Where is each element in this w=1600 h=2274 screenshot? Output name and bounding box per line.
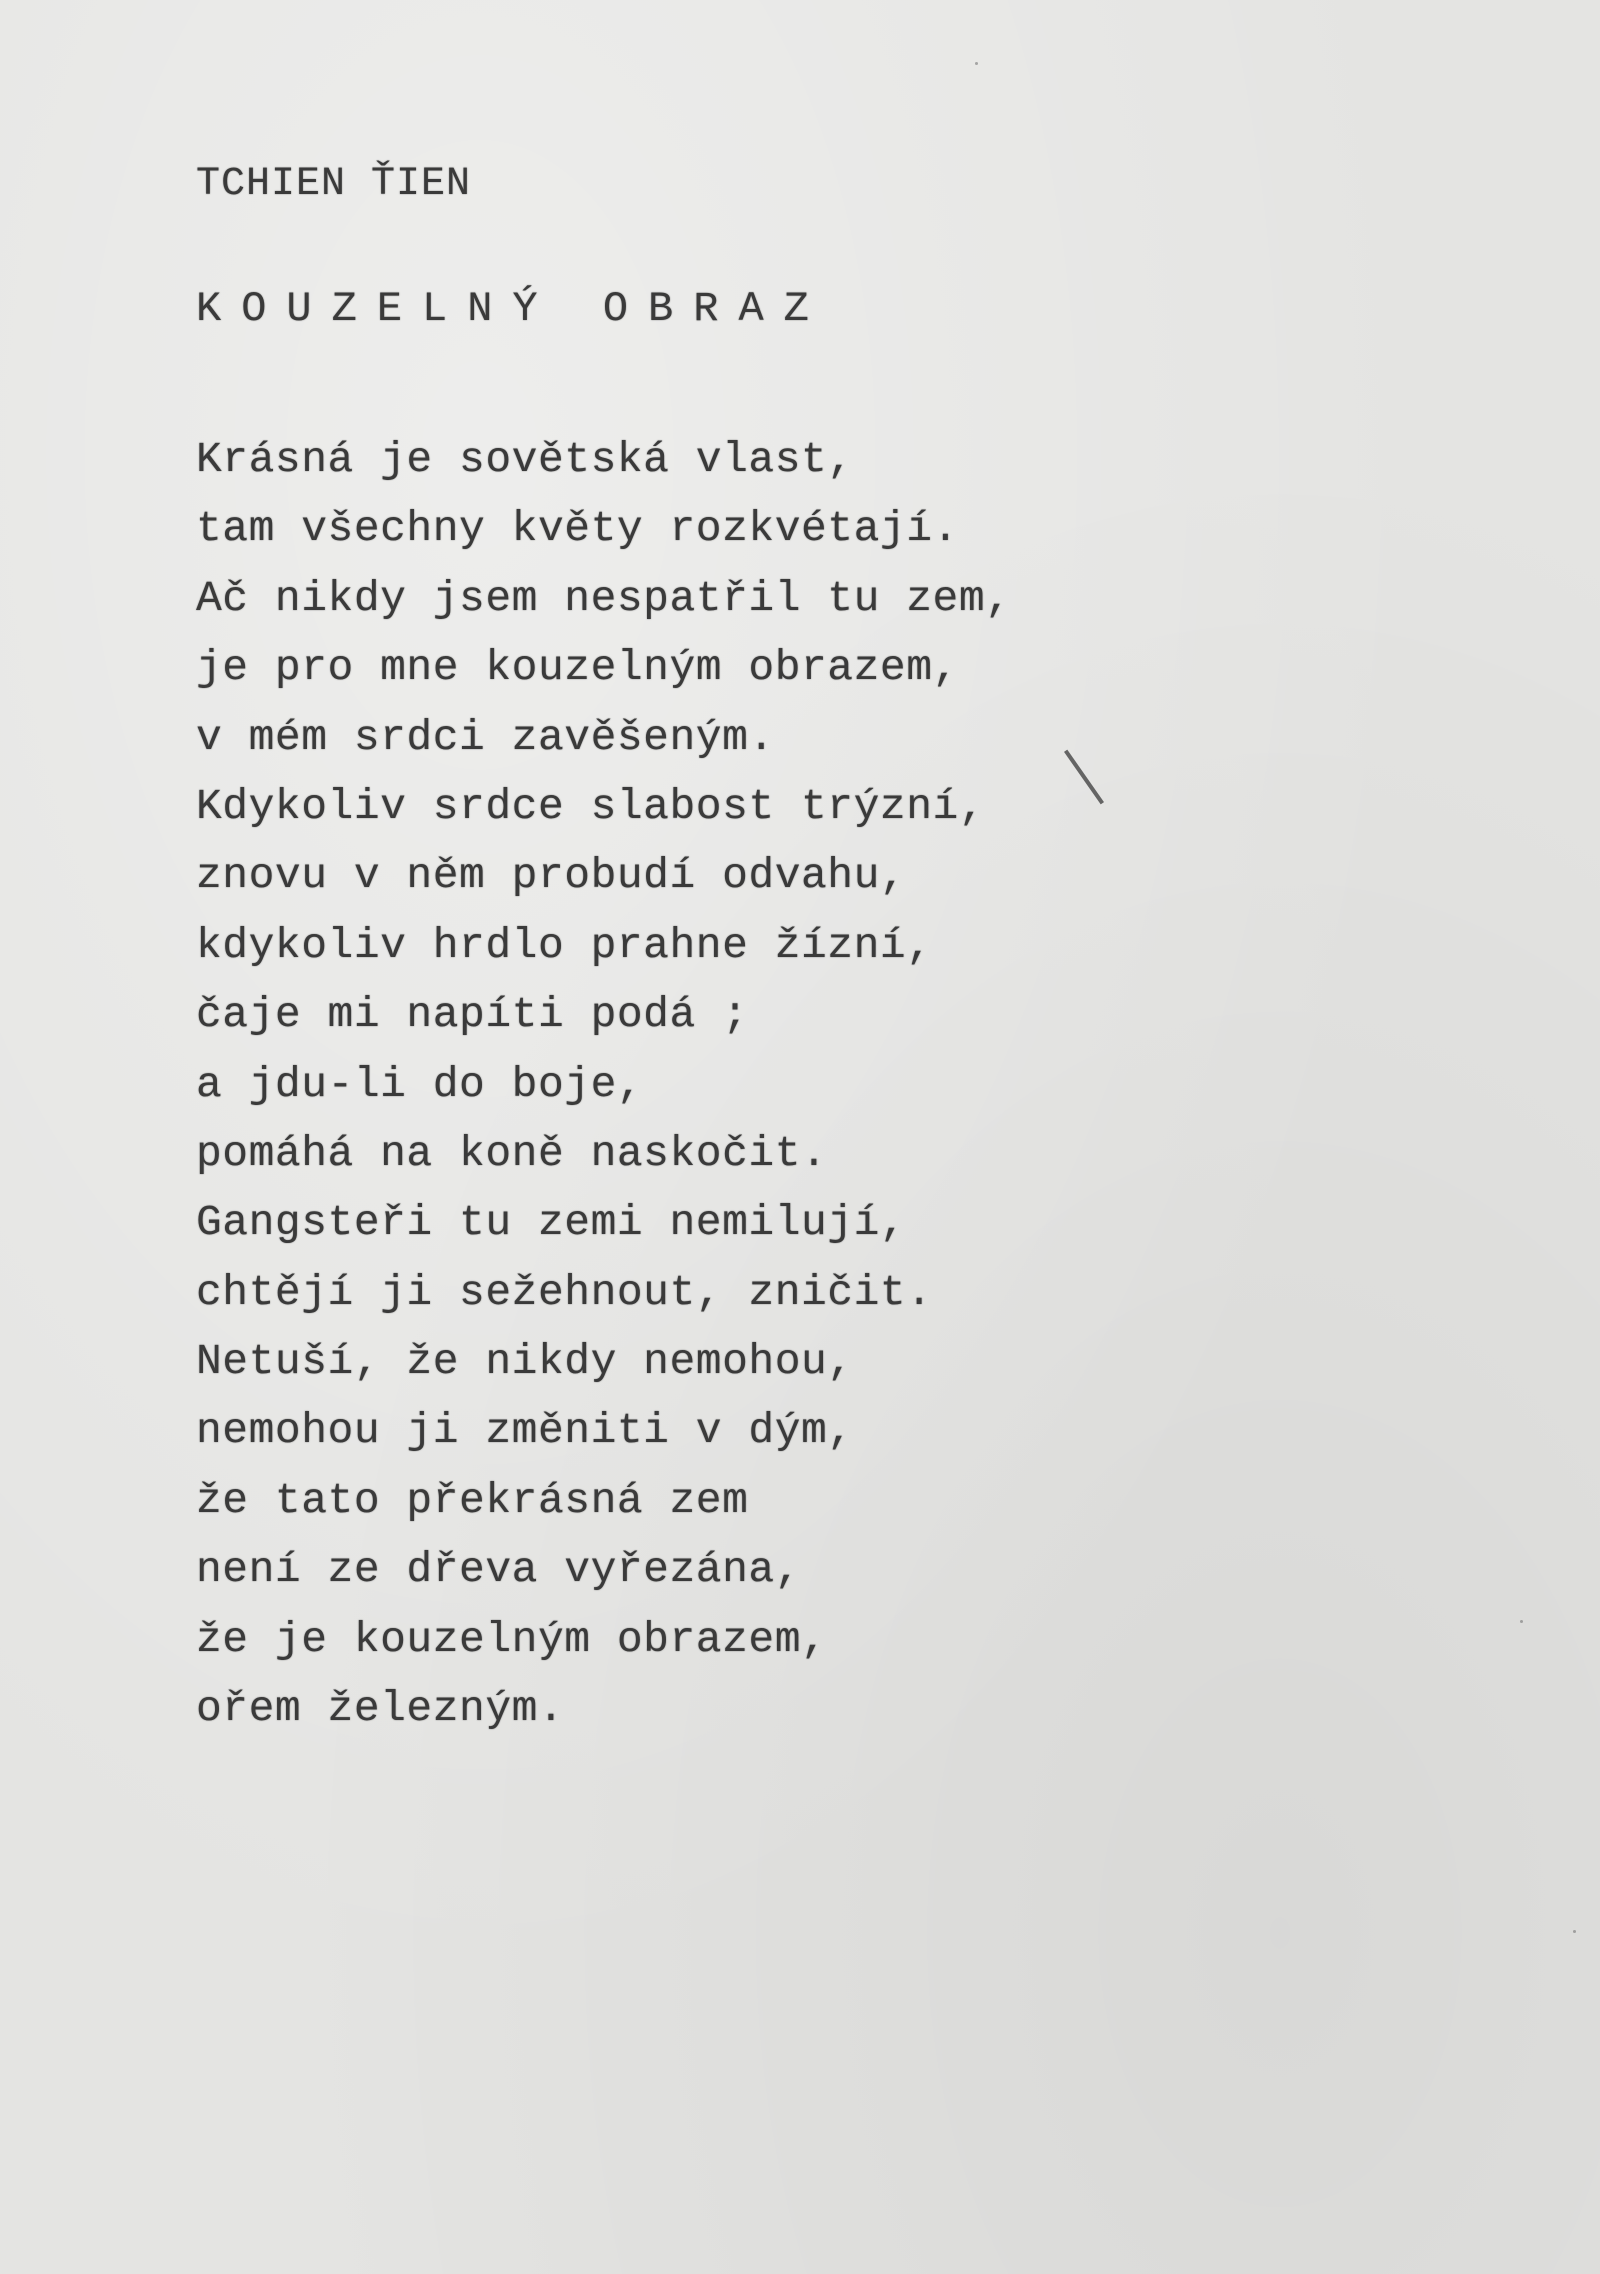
poem-line: Krásná je sovětská vlast, (196, 435, 854, 484)
poem-line: není ze dřeva vyřezána, (196, 1545, 801, 1595)
poem-line: Netuší, že nikdy nemohou, (196, 1337, 854, 1387)
stray-pencil-mark (1064, 750, 1104, 805)
poem-line: nemohou ji změniti v dým, (196, 1406, 854, 1456)
paper-speck (1520, 1620, 1523, 1623)
poem-title: KOUZELNÝ OBRAZ (196, 285, 829, 333)
poem-body (196, 425, 1011, 1743)
paper-speck (975, 62, 978, 65)
poem-line: tam všechny květy rozkvétají. (196, 504, 959, 554)
poem-line: ořem železným. (196, 1684, 565, 1734)
poem-line: je pro mne kouzelným obrazem, (196, 643, 959, 693)
poem-line: znovu v něm probudí odvahu, (196, 851, 907, 901)
poem-line: kdykoliv hrdlo prahne žízní, (196, 920, 933, 970)
poem-line: a jdu-li do boje, (196, 1059, 644, 1109)
poem-line: čaje mi napíti podá ; (196, 990, 749, 1040)
author-name: TCHIEN ŤIEN (196, 162, 472, 207)
paper-speck (1573, 1930, 1576, 1933)
poem-line: chtějí ji sežehnout, zničit. (196, 1267, 933, 1317)
poem-line: Ač nikdy jsem nespatřil tu zem, (196, 573, 1012, 623)
poem-line: v mém srdci zavěšeným. (196, 712, 775, 762)
poem-line: že je kouzelným obrazem, (196, 1614, 828, 1664)
poem-line: pomáhá na koně naskočit. (196, 1128, 828, 1178)
poem-line: že tato překrásná zem (196, 1475, 749, 1525)
poem-line: Gangsteři tu zemi nemilují, (196, 1198, 907, 1248)
poem-line: Kdykoliv srdce slabost trýzní, (196, 781, 986, 831)
